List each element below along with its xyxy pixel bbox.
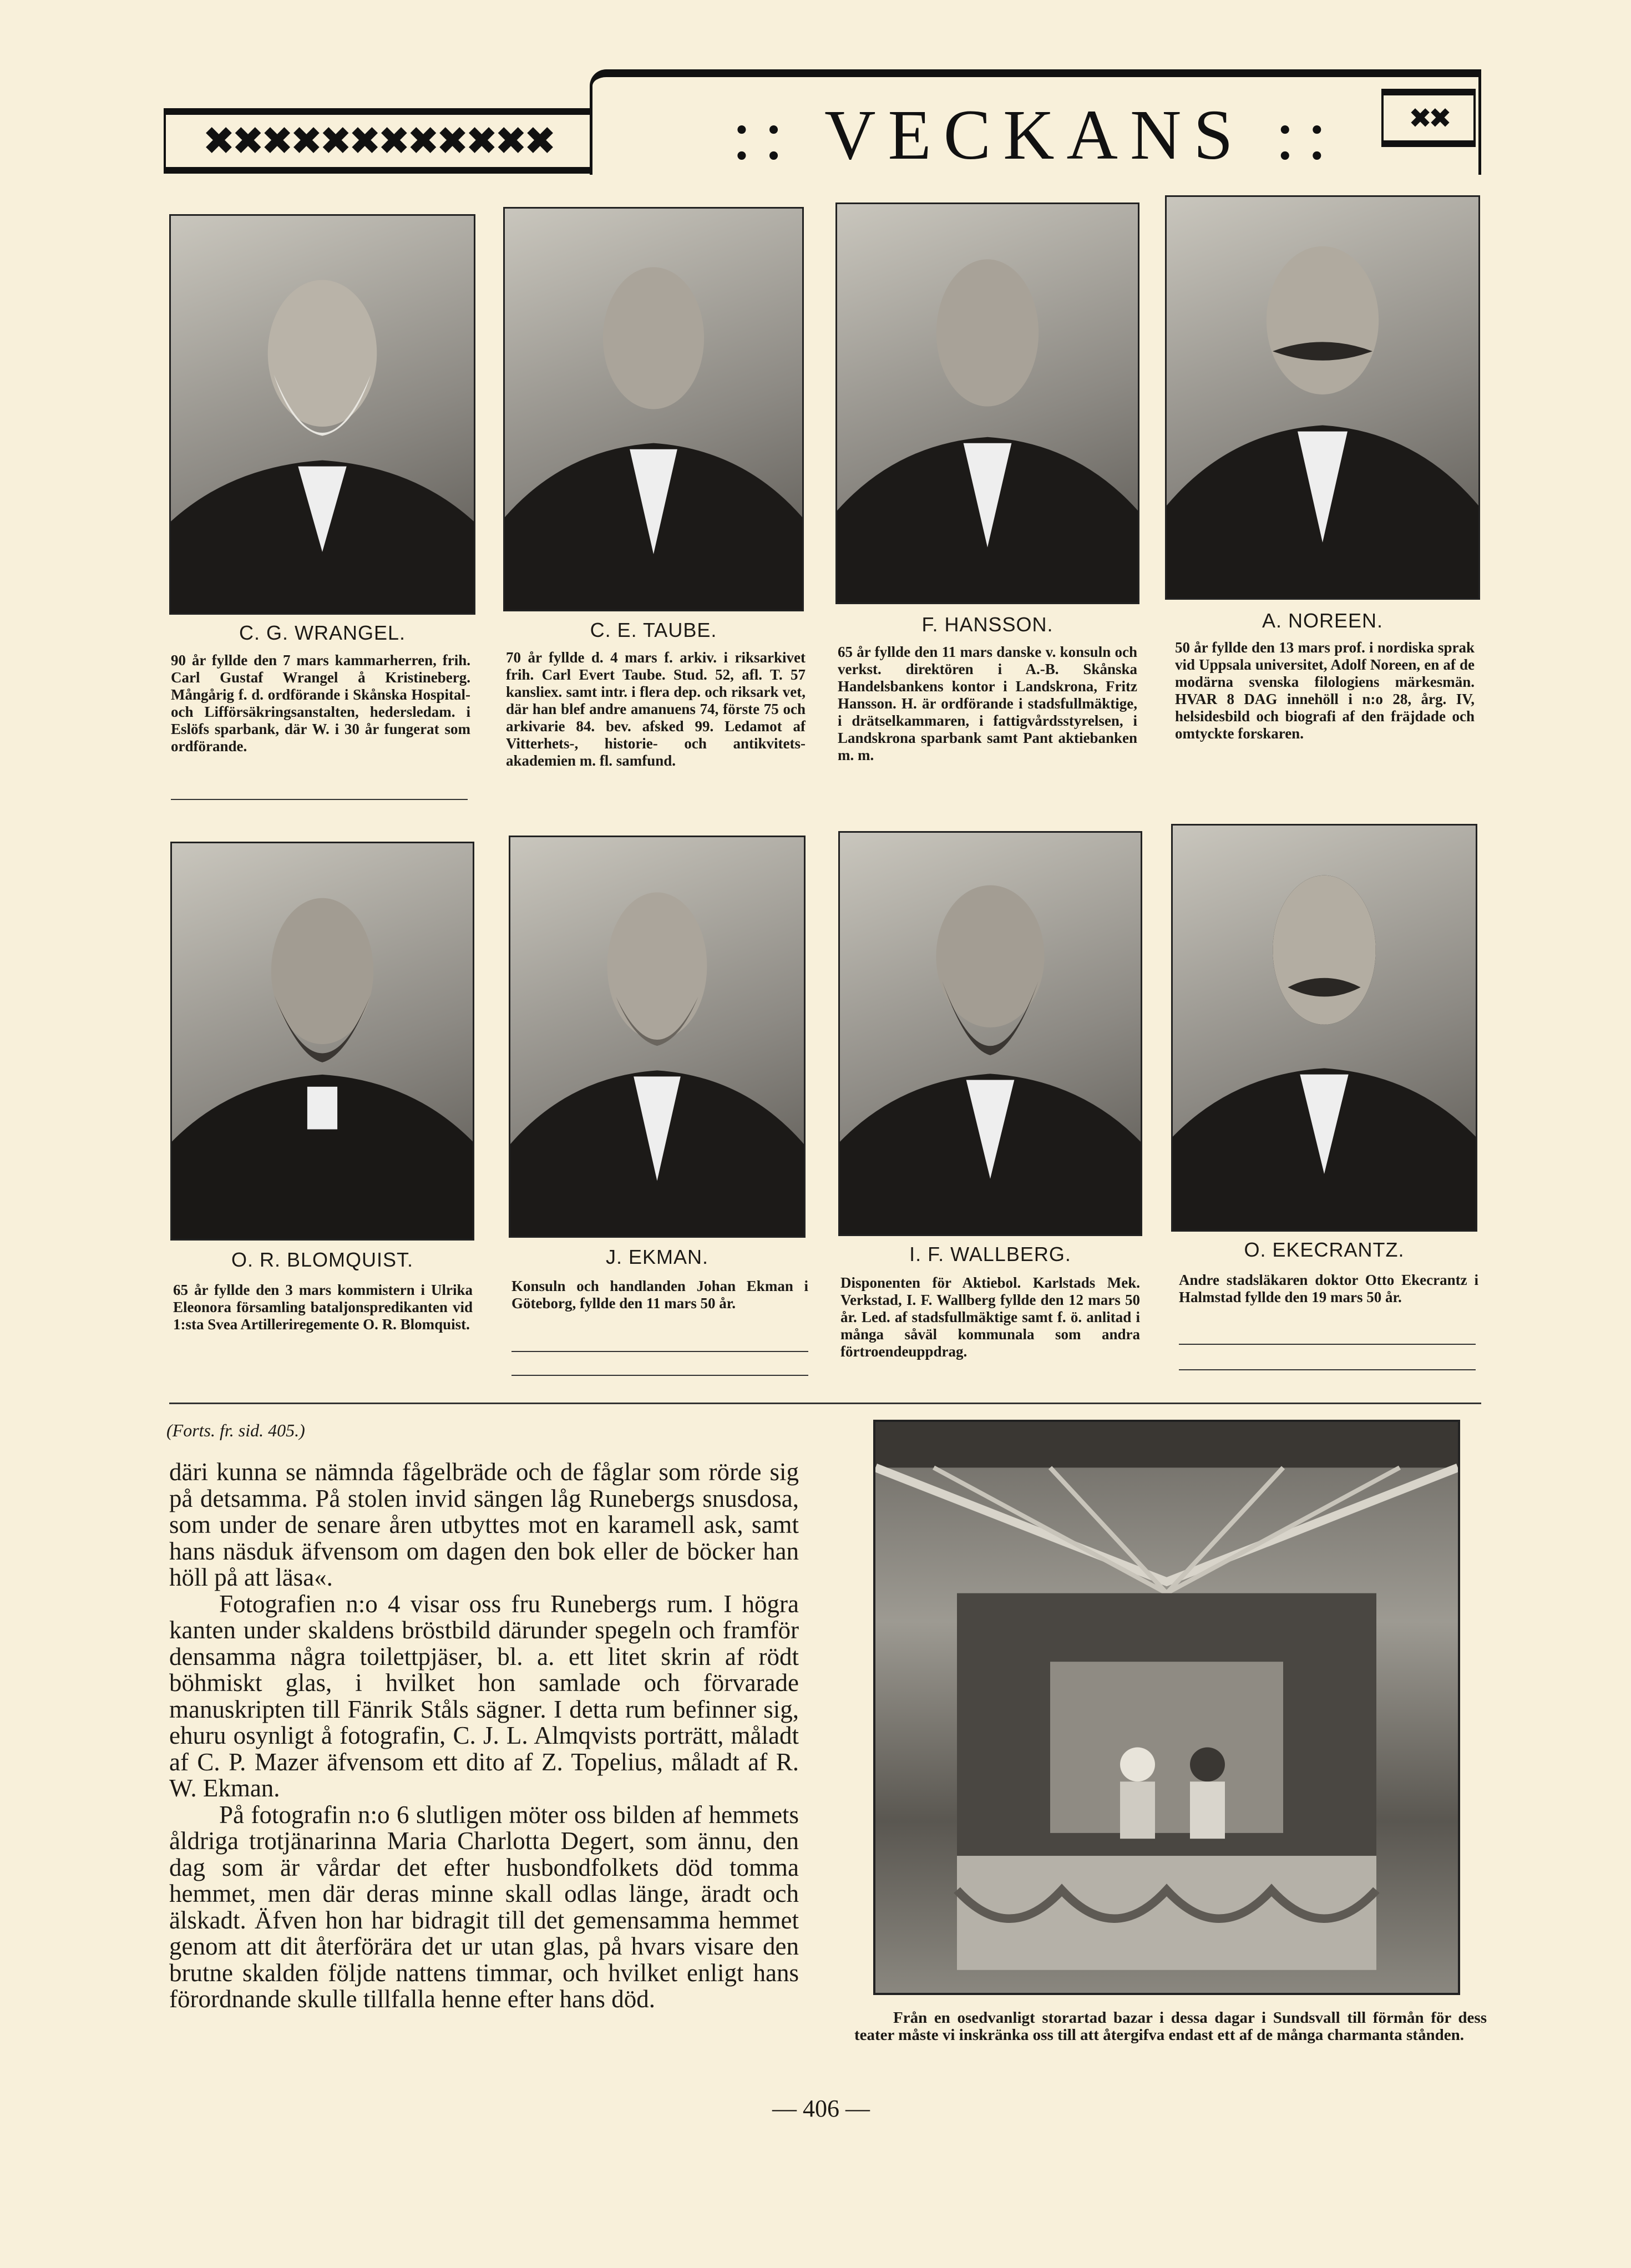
portrait-photo-taube bbox=[503, 207, 804, 611]
portrait-photo-hansson bbox=[835, 202, 1139, 604]
article-paragraph: Fotografien n:o 4 visar oss fru Runebergs rum. I högra kanten under skaldens bröstbild därunder spegeln och framför densamma några toilettpjäser, bl. a. ett litet skrin af rödt böhmiskt glas, i hvilket hon samlade och förvarade manuskripten till Fänrik Ståls sägner. I detta rum befinner sig, ehuru osynligt å fotografin, C. J. L. Almqvists porträtt, måladt af C. P. Mazer äfvensom ett dito af Z. Topelius, måladt af R. W. Ekman. bbox=[169, 1589, 799, 1802]
portrait-silhouette bbox=[510, 837, 804, 1236]
portrait-name: J. EKMAN. bbox=[605, 1246, 709, 1268]
portrait-silhouette bbox=[505, 209, 802, 610]
portrait-name: C. E. TAUBE. bbox=[590, 619, 717, 641]
article-paragraph: däri kunna se nämnda fågelbräde och de fåglar som rörde sig på detsamma. På stolen invid sängen låg Runebergs snusdosa, som under de senare åren utbyttes mot en karamell ask, samt hans näsduk äfvensom om dagen den bok eller de böcker han höll på att läsa«. bbox=[169, 1458, 799, 1591]
portrait-caption: Disponenten för Aktiebol. Karlstads Mek. Verkstad, I. F. Wallberg fyllde den 12 mars 50 år. Led. af stadsfullmäktige samt f. ö. anlitad i många såväl kommunala som andra förtroendeuppdrag. bbox=[840, 1274, 1140, 1360]
divider bbox=[511, 1375, 808, 1376]
header-ornament-left bbox=[164, 108, 590, 174]
divider bbox=[1179, 1369, 1476, 1370]
portrait-photo-ekecrantz bbox=[1171, 824, 1477, 1232]
portrait-name: F. HANSSON. bbox=[921, 613, 1053, 636]
portrait-caption: 50 år fyllde den 13 mars prof. i nordiska sprak vid Uppsala universitet, Adolf Noreen, en af de modärna svenska filologiens märkesmän. HVAR 8 DAG innehöll i n:o 28, årg. IV, helsidesbild och biografi af den fräjdade och omtyckte forskaren. bbox=[1175, 639, 1475, 742]
bazar-photo-caption: Från en osedvanligt storartad bazar i dessa dagar i Sundsvall till förmån för dess teater måste vi inskränka oss till att återgifva endast ett af de många charmanta stånden. bbox=[854, 2009, 1487, 2044]
divider bbox=[511, 1351, 808, 1352]
portrait-photo-noreen bbox=[1165, 195, 1480, 600]
ornament-pattern: ✖✖ bbox=[1409, 102, 1448, 134]
divider bbox=[171, 799, 468, 800]
bazar-stand-photo bbox=[873, 1420, 1460, 1995]
divider bbox=[1179, 1344, 1476, 1345]
portrait-photo-blomquist bbox=[170, 842, 474, 1241]
page-number: — 406 — bbox=[772, 2095, 870, 2122]
portrait-photo-wrangel bbox=[169, 214, 475, 615]
portrait-name: I. F. WALLBERG. bbox=[909, 1243, 1071, 1265]
portrait-photo-ekman bbox=[509, 836, 806, 1238]
portrait-silhouette bbox=[172, 843, 473, 1239]
bazar-scene bbox=[875, 1422, 1458, 1993]
portrait-silhouette bbox=[1173, 826, 1476, 1230]
portrait-photo-wallberg bbox=[838, 831, 1142, 1236]
portrait-name: A. NOREEN. bbox=[1262, 609, 1384, 632]
article-body bbox=[169, 1459, 799, 2013]
section-divider bbox=[169, 1403, 1481, 1404]
portrait-silhouette bbox=[837, 204, 1138, 603]
ornament-pattern: ✖✖✖✖✖✖✖✖✖✖✖✖ bbox=[202, 118, 553, 164]
portrait-name: O. EKECRANTZ. bbox=[1244, 1238, 1405, 1261]
portrait-name: C. G. WRANGEL. bbox=[239, 621, 406, 644]
portrait-name: O. R. BLOMQUIST. bbox=[231, 1248, 414, 1271]
portrait-silhouette bbox=[840, 833, 1141, 1234]
portrait-caption: Konsuln och handlanden Johan Ekman i Göteborg, fyllde den 11 mars 50 år. bbox=[511, 1278, 808, 1312]
header-title-frame bbox=[590, 69, 1481, 175]
article-paragraph: På fotografin n:o 6 slutligen möter oss bilden af hemmets åldriga trotjänarinna Maria Charlotta Degert, som ännu, den dag som är vårdar det efter husbondfolkets död tomma hemmet, men där deras minne skall odlas länge, äradt och älskadt. Äfven hon har bidragit till det gemensamma hemmet genom att dit återförära det ur utan glas, på hvars visare den brutne skalden följde nattens timmar, och hvilket enligt hans förordnande skulle tillfalla henne efter hans död. bbox=[169, 1800, 799, 2013]
portrait-caption: Andre stadsläkaren doktor Otto Ekecrantz i Halmstad fyllde den 19 mars 50 år. bbox=[1179, 1272, 1478, 1305]
portrait-caption: 70 år fyllde d. 4 mars f. arkiv. i riksarkivet frih. Carl Evert Taube. Stud. 52, afl. T. 57 kansliex. samt intr. i flera dep. och riksark vet, där han blef andre amanuens 74, förste 75 och arkivarie 84. bev. afsked 99. Ledamot af Vitterhets-, historie- och antikvitets-akademien m. fl. samfund. bbox=[506, 649, 806, 769]
header-ornament-right bbox=[1381, 89, 1476, 147]
portrait-caption: 65 år fyllde den 11 mars danske v. konsuln och verkst. direktören i A.-B. Skånska Handelsbankens kontor i Landskrona, Fritz Hansson. H. är ordförande i stadsfullmäktige, i drätselkammaren, i fattigvårdsstyrelsen, i Landskrona sparbank samt Pant aktiebanken m. m. bbox=[838, 644, 1137, 763]
page-title: :: VECKANS :: bbox=[732, 95, 1339, 174]
portrait-silhouette bbox=[1167, 197, 1478, 598]
portrait-silhouette bbox=[171, 216, 474, 613]
continued-note: (Forts. fr. sid. 405.) bbox=[166, 1420, 305, 1440]
portrait-caption: 65 år fyllde den 3 mars kommistern i Ulrika Eleonora församling bataljonspredikanten vid 1:sta Svea Artilleriregemente O. R. Blomquist. bbox=[173, 1282, 473, 1333]
portrait-caption: 90 år fyllde den 7 mars kammarherren, frih. Carl Gustaf Wrangel å Kristineberg. Mångårig f. d. ordförande i Skånska Hospital- och Lifförsäkringsanstalten, hedersledam. i Eslöfs sparbank, där W. i 30 år fungerat som ordförande. bbox=[171, 652, 470, 755]
